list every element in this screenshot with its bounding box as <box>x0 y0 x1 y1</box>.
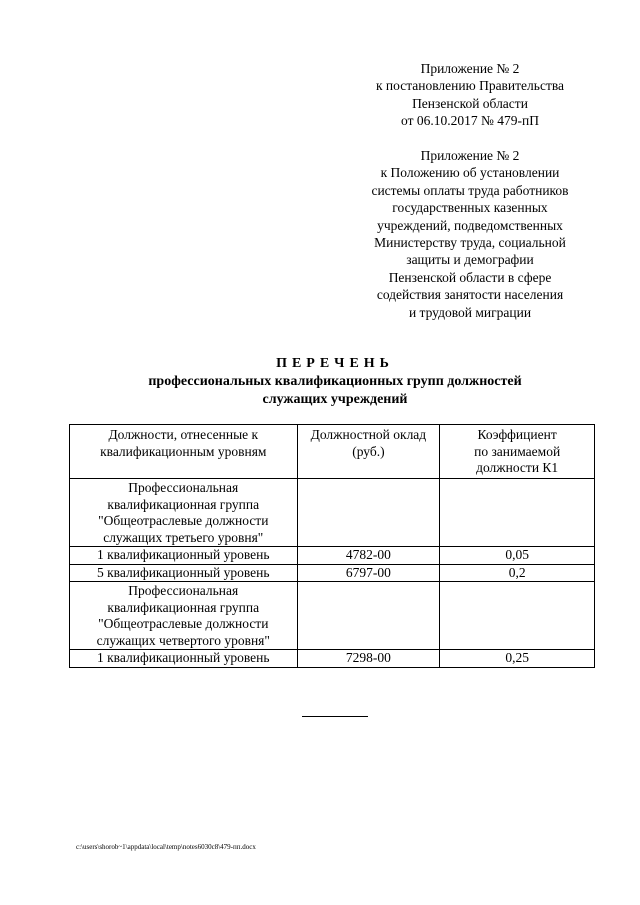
coefficient-cell: 0,2 <box>440 564 595 582</box>
appendix-reference-government-decree <box>340 60 600 130</box>
appendix-line: Пензенской области <box>412 95 528 111</box>
empty-cell <box>297 582 440 650</box>
salary-cell: 4782-00 <box>297 547 440 565</box>
level-cell: 1 квалификационный уровень <box>70 650 298 668</box>
group-name-line: служащих третьего уровня" <box>103 529 264 545</box>
group-name-line: квалификационная группа <box>107 496 260 512</box>
group-name-line: служащих четвертого уровня" <box>96 632 270 648</box>
group-name-line: "Общеотраслевые должности <box>98 513 269 528</box>
appendix-line: от 06.10.2017 № 479-пП <box>401 113 539 129</box>
level-cell: 1 квалификационный уровень <box>70 547 298 565</box>
appendix-line: к постановлению Правительства <box>375 78 565 94</box>
table-row <box>70 650 595 668</box>
group-name-cell <box>70 582 298 650</box>
appendix-line: Министерству труда, социальной <box>374 235 566 251</box>
coefficient-cell: 0,05 <box>440 547 595 565</box>
empty-cell <box>440 479 595 547</box>
separator-line <box>302 716 368 717</box>
table-row <box>70 547 595 565</box>
title-heading: ПЕРЕЧЕНЬ <box>276 356 394 371</box>
header-position-line: Должности, отнесенные к <box>108 427 259 442</box>
table-header-row <box>70 425 595 479</box>
salary-cell: 6797-00 <box>297 564 440 582</box>
appendix-reference-regulation <box>340 147 600 321</box>
header-salary-line: (руб.) <box>352 443 385 459</box>
salary-cell: 7298-00 <box>297 650 440 668</box>
header-coefficient-line: по занимаемой <box>474 443 561 459</box>
header-salary <box>297 425 440 479</box>
title-subheading: служащих учреждений <box>262 392 408 407</box>
group-name-cell <box>70 479 298 547</box>
header-coefficient-line: должности К1 <box>476 460 559 475</box>
header-position <box>70 425 298 479</box>
level-cell: 5 квалификационный уровень <box>70 564 298 582</box>
title-subheading: профессиональных квалификационных групп должностей <box>148 374 522 389</box>
appendix-line: защиты и демографии <box>406 252 534 268</box>
appendix-line: учреждений, подведомственных <box>377 217 563 233</box>
table-row-group <box>70 479 595 547</box>
header-coefficient-line: Коэффициент <box>477 427 557 442</box>
appendix-line: к Положению об установлении <box>380 165 560 181</box>
footer-file-path: c:\users\shorob~1\appdata\local\temp\notes6030c8\479-пп.docx <box>76 843 256 851</box>
header-position-line: квалификационным уровням <box>100 443 267 459</box>
table-row-group <box>70 582 595 650</box>
document-title <box>70 355 600 409</box>
qualification-groups-table <box>69 424 595 668</box>
group-name-line: "Общеотраслевые должности <box>98 616 269 631</box>
appendix-line: системы оплаты труда работников <box>371 182 569 198</box>
appendix-line: Пензенской области в сфере <box>388 269 552 285</box>
appendix-line: и трудовой миграции <box>408 304 532 320</box>
group-name-line: квалификационная группа <box>107 599 260 615</box>
appendix-line: Приложение № 2 <box>420 61 520 76</box>
group-name-line: Профессиональная <box>128 480 239 495</box>
appendix-line: Приложение № 2 <box>420 148 520 163</box>
table-row <box>70 564 595 582</box>
empty-cell <box>440 582 595 650</box>
header-salary-line: Должностной оклад <box>310 427 427 442</box>
group-name-line: Профессиональная <box>128 583 239 598</box>
coefficient-cell: 0,25 <box>440 650 595 668</box>
appendix-line: государственных казенных <box>392 200 548 216</box>
appendix-line: содействия занятости населения <box>376 287 564 303</box>
header-coefficient <box>440 425 595 479</box>
empty-cell <box>297 479 440 547</box>
